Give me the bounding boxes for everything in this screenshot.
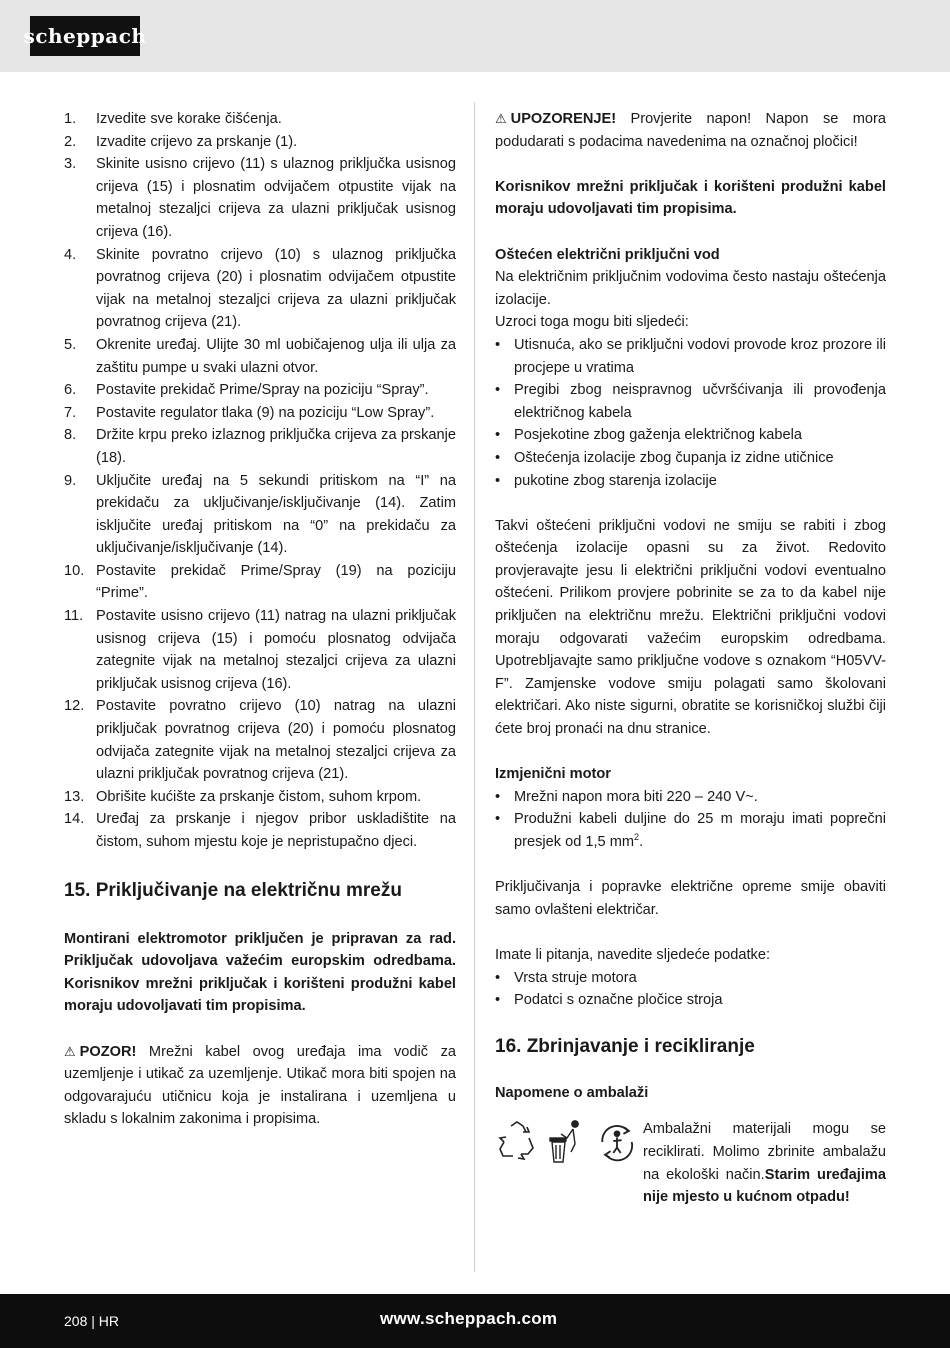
- brand-logo: scheppach: [30, 16, 140, 56]
- packaging-title: Napomene o ambalaži: [495, 1084, 649, 1101]
- questions-list: [495, 967, 886, 1012]
- list-item: • Utisnuća, ako se priključni vodovi provode kroz prozore ili procjepe u vratima: [495, 334, 886, 379]
- list-item: • Mrežni napon mora biti 220 – 240 V~.: [495, 786, 886, 809]
- list-item: 7. Postavite regulator tlaka (9) na poziciju “Low Spray”.: [64, 404, 435, 421]
- list-item: 13. Obrišite kućište za prskanje čistom, suhom krpom.: [64, 788, 422, 805]
- causes-list: [495, 334, 886, 492]
- section-15-title: 15. Priključivanje na električnu mrežu: [64, 879, 402, 901]
- list-item: 11. Postavite usisno crijevo (11) natrag na ulazni priključak usisnog crijeva (15) i pomoću plosnatog odvijača zategnite vijak na metalnoj stezaljci crijeva za ulazni priključak usisnog crijeva (16).: [64, 608, 456, 692]
- list-item: • Oštećenja izolacije zbog čupanja iz zidne utičnice: [495, 447, 886, 470]
- list-item: 8. Držite krpu preko izlaznog priključka crijeva za prskanje (18).: [64, 427, 456, 466]
- motor-title: Izmjenični motor: [495, 766, 611, 783]
- questions-intro: Imate li pitanja, navedite sljedeće podatke:: [495, 946, 771, 963]
- recycling-icons: [495, 1118, 643, 1170]
- pozor-warning: ⚠ POZOR! Mrežni kabel ovog uređaja ima vodič za uzemljenje i utikač za uzemljenje. Utikač mora biti spojen na odgovarajuću utičnicu koja je instalirana i uzemljena u skladu s lokalnim zakonima i propisima.: [64, 1041, 456, 1131]
- motor-list: [495, 786, 886, 854]
- mains-notice: Korisnikov mrežni priključak i korišteni produžni kabel moraju udovoljavati tim propisima.: [495, 178, 886, 218]
- packaging-text: Ambalažni materijali mogu se reciklirati. Molimo zbrinite ambalažu na ekološki način.Starim uređajima nije mjesto u kućnom otpadu!: [643, 1121, 886, 1206]
- list-item: 14. Uređaj za prskanje i njegov pribor uskladištite na čistom, suhom mjestu koje je nepristupačno djeci.: [64, 811, 456, 850]
- column-divider: [474, 102, 475, 1272]
- page-header: [0, 0, 950, 72]
- list-item: 5. Okrenite uređaj. Ulijte 30 ml uobičajenog ulja ili ulja za zaštitu pumpe u svaki ulazni otvor.: [64, 336, 456, 376]
- tidyman-recycle-icon: [595, 1118, 639, 1166]
- list-item: 12. Postavite povratno crijevo (10) natrag na ulazni priključak povratnog crijeva (20) i pomoću plosnatog odvijača zategnite vijak na metalnoj stezaljci crijeva za ulazni priključak povratnog crijeva (21).: [64, 698, 456, 783]
- website-link[interactable]: www.scheppach.com: [380, 1309, 558, 1328]
- list-item: • Podatci s označne pločice stroja: [495, 989, 886, 1012]
- damaged-cable-paragraph: Takvi oštećeni priključni vodovi ne smiju se rabiti i zbog oštećenja izolacije opasni su za život. Redovito provjeravajte jesu li električni priključni vodovi eventualno oštećeni. Prilikom provjere pobrinite se za to da kabel nije priključen na električnu mrežu. Električni priključni vodovi moraju odgovarati važećim europskim odredbama. Upotrebljavajte samo priključne vodove s oznakom “H05VV-F”. Zamjenske vodove smiju polagati samo školovani električari. Ako niste sigurni, obratite se korisničkoj službi čiji ćete broj pronaći na dnu stranice.: [495, 517, 886, 738]
- list-item: • Vrsta struje motora: [495, 967, 886, 990]
- section-15-bold-text: Montirani elektromotor priključen je pripravan za rad. Priključak udovoljava važećim europskim odredbama. Korisnikov mrežni priključak i korišteni produžni kabel moraju udovoljavati tim propisima.: [64, 930, 456, 1015]
- warning-triangle-icon: ⚠: [64, 1043, 76, 1059]
- causes-intro: Uzroci toga mogu biti sljedeći:: [495, 314, 689, 331]
- page-footer: [0, 1294, 950, 1348]
- recycle-icon: [495, 1118, 539, 1166]
- damaged-cable-intro: Na električnim priključnim vodovima često nastaju oštećenja izolacije.: [495, 269, 886, 308]
- list-item: 10. Postavite prekidač Prime/Spray (19) na poziciju “Prime”.: [64, 562, 456, 602]
- list-item: • pukotine zbog starenja izolacije: [495, 470, 886, 493]
- bin-disposal-icon: [545, 1118, 589, 1166]
- repairs-note: Priključivanja i popravke električne opreme smije obaviti samo ovlašteni električar.: [495, 879, 886, 918]
- cleaning-steps-list: [64, 108, 456, 854]
- list-item: • Posjekotine zbog gaženja električnog kabela: [495, 424, 886, 447]
- packaging-row: [495, 1118, 886, 1208]
- list-item: 9. Uključite uređaj na 5 sekundi pritiskom na “I” na prekidaču za uključivanje/isključivanje (14). Zatim isključite uređaj pritiskom na “0” na prekidaču za uključivanje/isključivanje (14).: [64, 472, 456, 557]
- list-item: 6. Postavite prekidač Prime/Spray na poziciju “Spray”.: [64, 382, 429, 399]
- left-column: [64, 108, 456, 1131]
- page-number: 208 | HR: [64, 1313, 119, 1329]
- warning-triangle-icon: ⚠: [495, 111, 507, 126]
- list-item: 4. Skinite povratno crijevo (10) s ulaznog priključka povratnog crijeva (20) i plosnatim odvijačem otpustite vijak na metalnoj stezaljci crijeva za ulazni priključak povratnog crijeva (21).: [64, 246, 456, 331]
- list-item: 1. Izvedite sve korake čišćenja.: [64, 111, 282, 127]
- list-item: 2. Izvadite crijevo za prskanje (1).: [64, 133, 298, 150]
- right-column: [495, 108, 886, 1209]
- section-16-title: 16. Zbrinjavanje i recikliranje: [495, 1035, 755, 1057]
- list-item: • Produžni kabeli duljine do 25 m moraju imati poprečni presjek od 1,5 $mm^2$.: [495, 808, 886, 853]
- list-item: • Pregibi zbog neispravnog učvršćivanja ili provođenja električnog kabela: [495, 379, 886, 424]
- list-item: 3. Skinite usisno crijevo (11) s ulaznog priključka usisnog crijeva (15) i plosnatim odvijačem otpustite vijak na metalnoj stezaljci crijeva za ulazni priključak usisnog crijeva (16).: [64, 156, 456, 240]
- upozorenje-warning: ⚠ UPOZORENJE! Provjerite napon! Napon se mora podudarati s podacima navedenima na označnoj pločici!: [495, 108, 886, 153]
- damaged-cable-title: Oštećen električni priključni vod: [495, 246, 720, 263]
